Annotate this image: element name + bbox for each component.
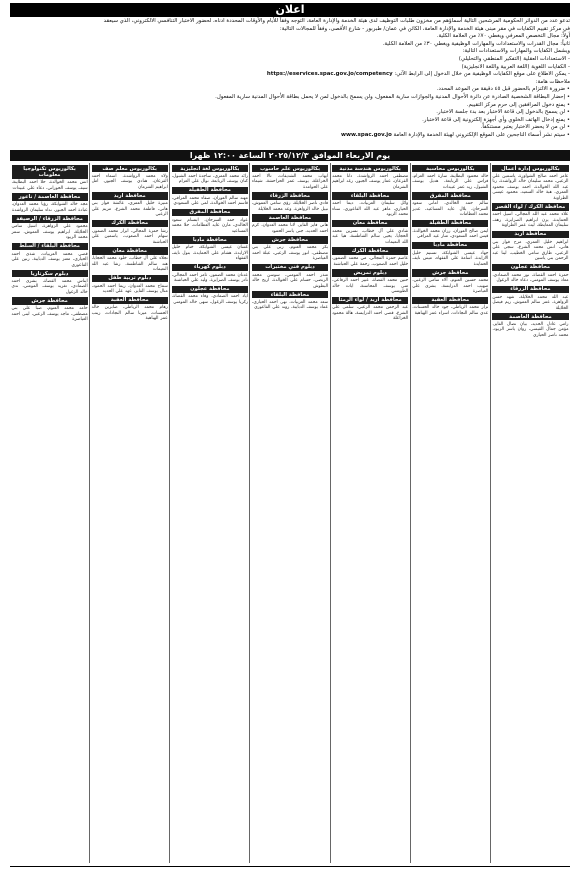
- candidate-names: عدنان محمد الضمور، ثامر احمد المجالي، نادر يوسف الصرايرة، وليد علي الحباشنة: [171, 272, 248, 284]
- candidate-names: ايناس محمد القضاة، بشرى احمد الصمادي، تغريد يوسف المومني، ندى خالد الزغول: [11, 278, 88, 295]
- candidate-names: مهند سالم العوران، صفاء محمد المرافي، قاسم احمد الخوالدة، لمى علي السعودي: [171, 195, 248, 207]
- candidate-column: [410, 163, 490, 863]
- announcement-title: اعلان: [10, 3, 570, 17]
- section-header: محافظة الطفيلة: [172, 187, 248, 194]
- section-header: محافظة عجلون: [172, 286, 248, 293]
- section-header: محافظة جرش: [412, 269, 488, 276]
- section-header: بكالوريوس تكنولوجيا معلومات: [12, 165, 88, 179]
- section-header: محافظة الكرك / لواء القصر: [492, 203, 568, 210]
- section-header: دبلوم تمريض: [332, 269, 408, 276]
- competency-url-link[interactable]: https://eservices.spac.gov.jo/competency: [266, 71, 393, 78]
- note-item: • لن من لا يحضر الاختبار يعتبر مستنكفاً.: [480, 124, 570, 131]
- candidate-names: اياد احمد الصمادي، وفاء محمد القضاة، زكريا يوسف الزغول، سهى خالد المومني: [171, 294, 248, 305]
- section-header: بكالوريوس إدارة أعمال: [492, 165, 568, 172]
- candidate-names: حمزة احمد القضاة، نور محمد الصمادي، معاذ يوسف المومني، دعاء خالد الزغول: [492, 272, 569, 284]
- section-header: محافظة مادبا: [412, 242, 488, 249]
- candidate-names: نزار محمد الرياطي، جود خالد الحسنات، عدي سالم النجادات، اسراء عمر الهباهبة: [412, 305, 489, 316]
- candidate-names: ولاء محمد الرواشدة، اسماء احمد القرعان، هنادي يوسف الجبور، امل ابراهيم الشرمان: [91, 173, 168, 190]
- section-header: محافظة البلقاء: [332, 192, 408, 199]
- intro-line: - يمكن الاطلاع على موقع الكفايات الوظيفية من خلال الدخول إلى الرابط الآتي:: [394, 71, 570, 78]
- candidate-names: رائد محمد العمري، ساجدة احمد الشبول، كنان يوسف الربابعة، نوال علي العزام: [171, 173, 248, 185]
- candidate-names: ايهاب محمد الشديفات، تالا احمد الخزاعلة، يوسف عمر الحراحشة، شيماء علي الحوامدة: [251, 173, 329, 190]
- section-header: محافظة جرش: [252, 236, 328, 243]
- candidate-names: مصطفى احمد الرواشدة، دانا محمد القرعان، عمار يوسف الجبور، رغد ابراهيم الشرمان: [332, 173, 409, 190]
- candidate-column: [169, 163, 249, 863]
- candidate-names: وائل سليمان العربيات، ديما احمد الحياري، ماهر عبد الله الفاعوري، سناء محمد الزيود: [332, 201, 409, 218]
- section-header: محافظة جرش: [12, 297, 88, 304]
- candidate-names: مجد خالد الشوابكة، رؤيا محمد العدوان، عبادة احمد الجبور، نداء سليمان الرواشدة: [11, 202, 88, 213]
- candidate-names: بكر محمد العتوم، ربى علي بني مصطفى، انور يوسف الزعبي، عبلة احمد العياصرة: [251, 245, 329, 262]
- section-header: محافظة العاصمة / ناعور: [12, 193, 88, 200]
- section-header: محافظة الزرقاء: [252, 192, 328, 199]
- candidate-names: جهاد عيسى الشوابكة، تسنيم خليل الازايدة، اسامة علي الفقهاء، ميس نايف الحمايدة: [412, 250, 489, 267]
- intro-line: - الاستعدادات العقلية (التفكير المنطقي والتحليلي): [458, 55, 570, 62]
- note-item: • إحضار البطاقة الشخصية الصادرة عن دائرة الأحوال المدنية والجوازات سارية المفعول، ولن يسمح بالدخول لمن لا يحمل بطاقة الأحوال المدنية سارية المفعول.: [215, 93, 570, 100]
- section-header: محافظة اربد: [492, 231, 568, 238]
- section-header: محافظة الكرك: [92, 220, 168, 227]
- section-header: دبلوم فني مختبرات: [252, 264, 328, 271]
- intro-line: ثانياً: مجال القدرات والاستعدادات والمهارات الوظيفية ويغطي ٣٠٪ من العلامة الكلية.: [382, 40, 570, 47]
- candidate-names: فادي ناصر الخلايلة، رؤى سامي العموش، نبيل خالد الزواهرة، وعد محمد الخلايلة: [251, 201, 329, 212]
- candidate-names: قصي محمد العربيات، شذى احمد الحياري، معتز يوسف الدبايبة، رنين علي الفاعوري: [11, 251, 88, 268]
- section-header: دبلوم تربية طفل: [92, 275, 168, 282]
- section-header: محافظة اربد / لواء الرمثا: [332, 297, 408, 304]
- candidate-names: منذر احمد المومني، سوسن محمد الربضي، حسام علي الخوالدة، اريج خالد البطوش: [251, 272, 329, 289]
- candidate-names: رامي عادل الحديد، بيان نضال الفايز، مؤمن جمال القيسي، روان ياسر الزيود، محمد ناصر الحياري: [492, 321, 569, 338]
- section-header: محافظة العقبة: [92, 297, 168, 304]
- intro-line: - الكفايات اللغوية (اللغة العربية واللغة الانجليزية): [461, 63, 570, 70]
- section-header: محافظة الزرقاء: [492, 286, 568, 293]
- intro-line: ويشمل الكفايات والمهارات والاستعدادات التالية:: [462, 48, 570, 55]
- candidate-names: منيرة خليل العمري، عائشة فواز بني هاني، فاطمة محمد الشرع، مريم علي الزعبي: [91, 201, 168, 218]
- candidate-names: حنين محمد القضاة، عبير احمد الرفاعي، منى يوسف المحاسنة، ايات خالد الطويسي: [332, 278, 409, 295]
- candidate-names: غسان عيسى الشوابكة، ختام خليل الازايدة، هشام علي الحمايدة، بتول نايف الفقهاء: [171, 245, 248, 262]
- candidate-column: [490, 163, 570, 863]
- section-header: محافظة العاصمة: [252, 214, 328, 221]
- section-header: محافظة البلقاء / السلط: [12, 243, 88, 250]
- candidate-names: عبد الرحمن محمد الزعبي، سلمى علي الشرع، قصي احمد الدرايسة، هالة محمود الخزاعلة: [332, 305, 409, 322]
- candidate-names: عامر احمد صالح الشواورة، ياسمين علي الزعبي، محمد سليمان خالد الرواشدة، رنا عبد الله الخوالدة، احمد يوسف محمود العمري، هبة خالد السعيد، محمود عيسى الطراونة: [492, 173, 569, 201]
- section-header: دبلوم كهرباء: [172, 264, 248, 271]
- section-header: محافظة مادبا: [172, 236, 248, 243]
- section-header: محافظة البلقاء: [252, 291, 328, 298]
- section-header: دبلوم سكرتاريا: [12, 270, 88, 277]
- candidate-names: رشا حمزة المجالي، ابرار محمد الضمور، سهام احمد الصعوب، ياسمين علي الحباشنة: [91, 228, 168, 245]
- section-header: محافظة المفرق: [172, 209, 248, 216]
- section-header: بكالوريوس لغة انجليزية: [172, 165, 248, 172]
- candidate-column: [249, 163, 329, 863]
- note-item: • لن يسمح بالدخول إلى قاعة الاختبار بعد بدء جلسة الاختبار.: [436, 109, 570, 116]
- intro-text-block: [10, 18, 570, 148]
- candidate-names: سالم حمد الخالدي، اماني سعود السرحان، بلال عايد المساعيد، غدير محمد العظامات: [412, 201, 489, 218]
- candidate-column: [330, 163, 410, 863]
- section-header: محافظة اربد: [92, 192, 168, 199]
- bottom-rule: [10, 866, 570, 867]
- section-header: محافظة عجلون: [492, 264, 568, 271]
- exam-date-bar: يوم الاربعاء الموافق ٢٠٢٥/١٢/٣ الساعة ١٢:٠٠ ظهرا: [10, 150, 570, 161]
- candidate-names: انس محمد الخوالدة، حلا احمد البطاينة، سيف يوسف الحوراني، دعاء علي عبيدات: [11, 180, 88, 191]
- candidate-names: عاصم حمزة المجالي، مي محمد الضمور، خليل احمد الصعوب، رحمة علي الحباشنة: [332, 256, 409, 267]
- section-header: محافظة معان: [92, 247, 168, 254]
- candidate-names: ابراهيم خليل العمري، مرح فواز بني هاني، انس محمد الشرع، سجى علي الزعبي، طارق سامي الخطيب، لينا عبد الرحمن بني ياسين: [492, 239, 569, 262]
- candidate-names: رهام محمد الرياطي، صابرين خالد الحسنات، ميرنا سالم النجادات، زينب عمر الهباهبة: [91, 305, 168, 322]
- section-header: محافظة الطفيلة: [412, 220, 488, 227]
- site-url-link[interactable]: www.spac.gov.jo: [340, 131, 392, 138]
- candidate-names: عواد حمد السرحان، ابتسام سعود الخالدي، مازن عايد العظامات، حلا محمد المساعيد: [171, 217, 248, 234]
- candidate-names: حامد محمد العتوم، صبا علي بني مصطفى، ماجد يوسف الزعبي، لبنى احمد العياصرة: [11, 306, 88, 323]
- section-header: محافظة الكرك: [332, 247, 408, 254]
- candidate-names: سماح محمد العدوان، ريما احمد الحمود، منال يوسف الفايز، عهد علي الحديد: [91, 283, 168, 295]
- intro-line: تدعو عدد من الدوائر الحكومية المرشحين التالية أسماؤهم من مخزون طلبات التوظيف لدى هيئة الخدمة والإدارة العامة، التوجه وفقاً للأيام والأوقات المحددة ادناه، لحضور الاختبار التنافسي الالكتروني، الذي سيعقد: [103, 18, 570, 24]
- candidate-names: سعد محمد العربيات، نهى احمد الحياري، عماد يوسف الدبايبة، روند علي الفاعوري: [251, 299, 329, 311]
- intro-line-with-url: [10, 71, 570, 79]
- candidate-names: عبد الله محمد الخلايلة، شهد حسن الزواهرة، عمر سالم العموش، ريم فيصل الخلايلة: [492, 294, 569, 311]
- note-item: • سيتم نشر أسماء الناجحين على الموقع الإلكتروني لهيئة الخدمة والإدارة العامة: [393, 131, 570, 138]
- note-item: • يمنع دخول المرافقين إلى حرم مركز التقييم.: [466, 101, 570, 108]
- candidate-column: [89, 163, 169, 863]
- candidate-names: خالد محمود البطاينة، سارة احمد العزام، فراس علي الربابعة، هديل يوسف الشبول، زيد عمر عبيدات: [412, 173, 489, 190]
- section-header: محافظة العاصمة: [492, 313, 568, 320]
- candidate-names: ايمن صالح العوران، رزان محمد الخوالدة، قيس احمد السعودي، منار عيد المرافي: [412, 228, 489, 240]
- candidate-column: [10, 163, 89, 863]
- candidate-names: محمود علي الزواهرة، اسيل سامي الخلايلة، ابراهيم يوسف العموش، سمر محمد الزيود: [11, 224, 88, 241]
- note-item: • يمنع إدخال الهاتف الخلوي وأي أجهزة إلكترونية إلى قاعة الاختبار.: [422, 116, 570, 123]
- section-header: محافظة الزرقاء / الرصيفة: [12, 215, 88, 222]
- note-item-with-url: [10, 132, 570, 140]
- notes-heading: ملاحظات هامة:: [535, 78, 570, 85]
- candidate-names: نجلاء علي آل خطاب، خلود محمد الحجايا، هند سالم الفناطسة، رشا عبد الله النعيمات: [91, 256, 168, 273]
- section-header: بكالوريوس هندسة مدنية: [332, 165, 408, 172]
- candidate-names: علاء محمد عبد الله المجالي، اسيل احمد الحمايدة، يزن ابراهيم الصرايرة، رهف سليمان المعايطة، ليث عمر الطراونة: [492, 212, 569, 229]
- section-header: بكالوريوس علم حاسوب: [252, 165, 328, 172]
- section-header: محافظة المفرق: [412, 192, 488, 199]
- candidate-names: شادي علي آل خطاب، نسرين محمد الحجايا، يحيى سالم الفناطسة، هيا عبد الله النعيمات: [332, 228, 409, 245]
- note-item: • ضرورة الالتزام بالحضور قبل ٤٥ دقيقة من الموعد المحدد.: [436, 86, 570, 93]
- candidate-columns: [10, 163, 570, 863]
- candidate-names: محمد حسين العتوم، آلاء سامي الزعبي، صهيب احمد الدرابسة، بشرى علي العياصرة: [412, 278, 489, 295]
- candidate-names: هاني فايز الفايز، لانا محمد العدوان، كرم احمد الحديد، جنى ياسر الحمود: [251, 223, 329, 234]
- section-header: بكالوريوس معلم صف: [92, 165, 168, 172]
- section-header: محافظة معان: [332, 220, 408, 227]
- intro-line: أولاً: مجال التخصص المعرفي ويغطي ٧٠٪ من العلامة الكلية.: [436, 33, 570, 40]
- section-header: محافظة العقبة: [412, 297, 488, 304]
- intro-line: في مركز تقييم الكفايات في مقر مبنى هيئة الخدمة والإدارة العامة، الكائن في عمان/ طبربور - شارع الأقصى، وفقاً للمجالات التالية:: [279, 25, 570, 32]
- section-header: بكالوريوس محاسبة: [412, 165, 488, 172]
